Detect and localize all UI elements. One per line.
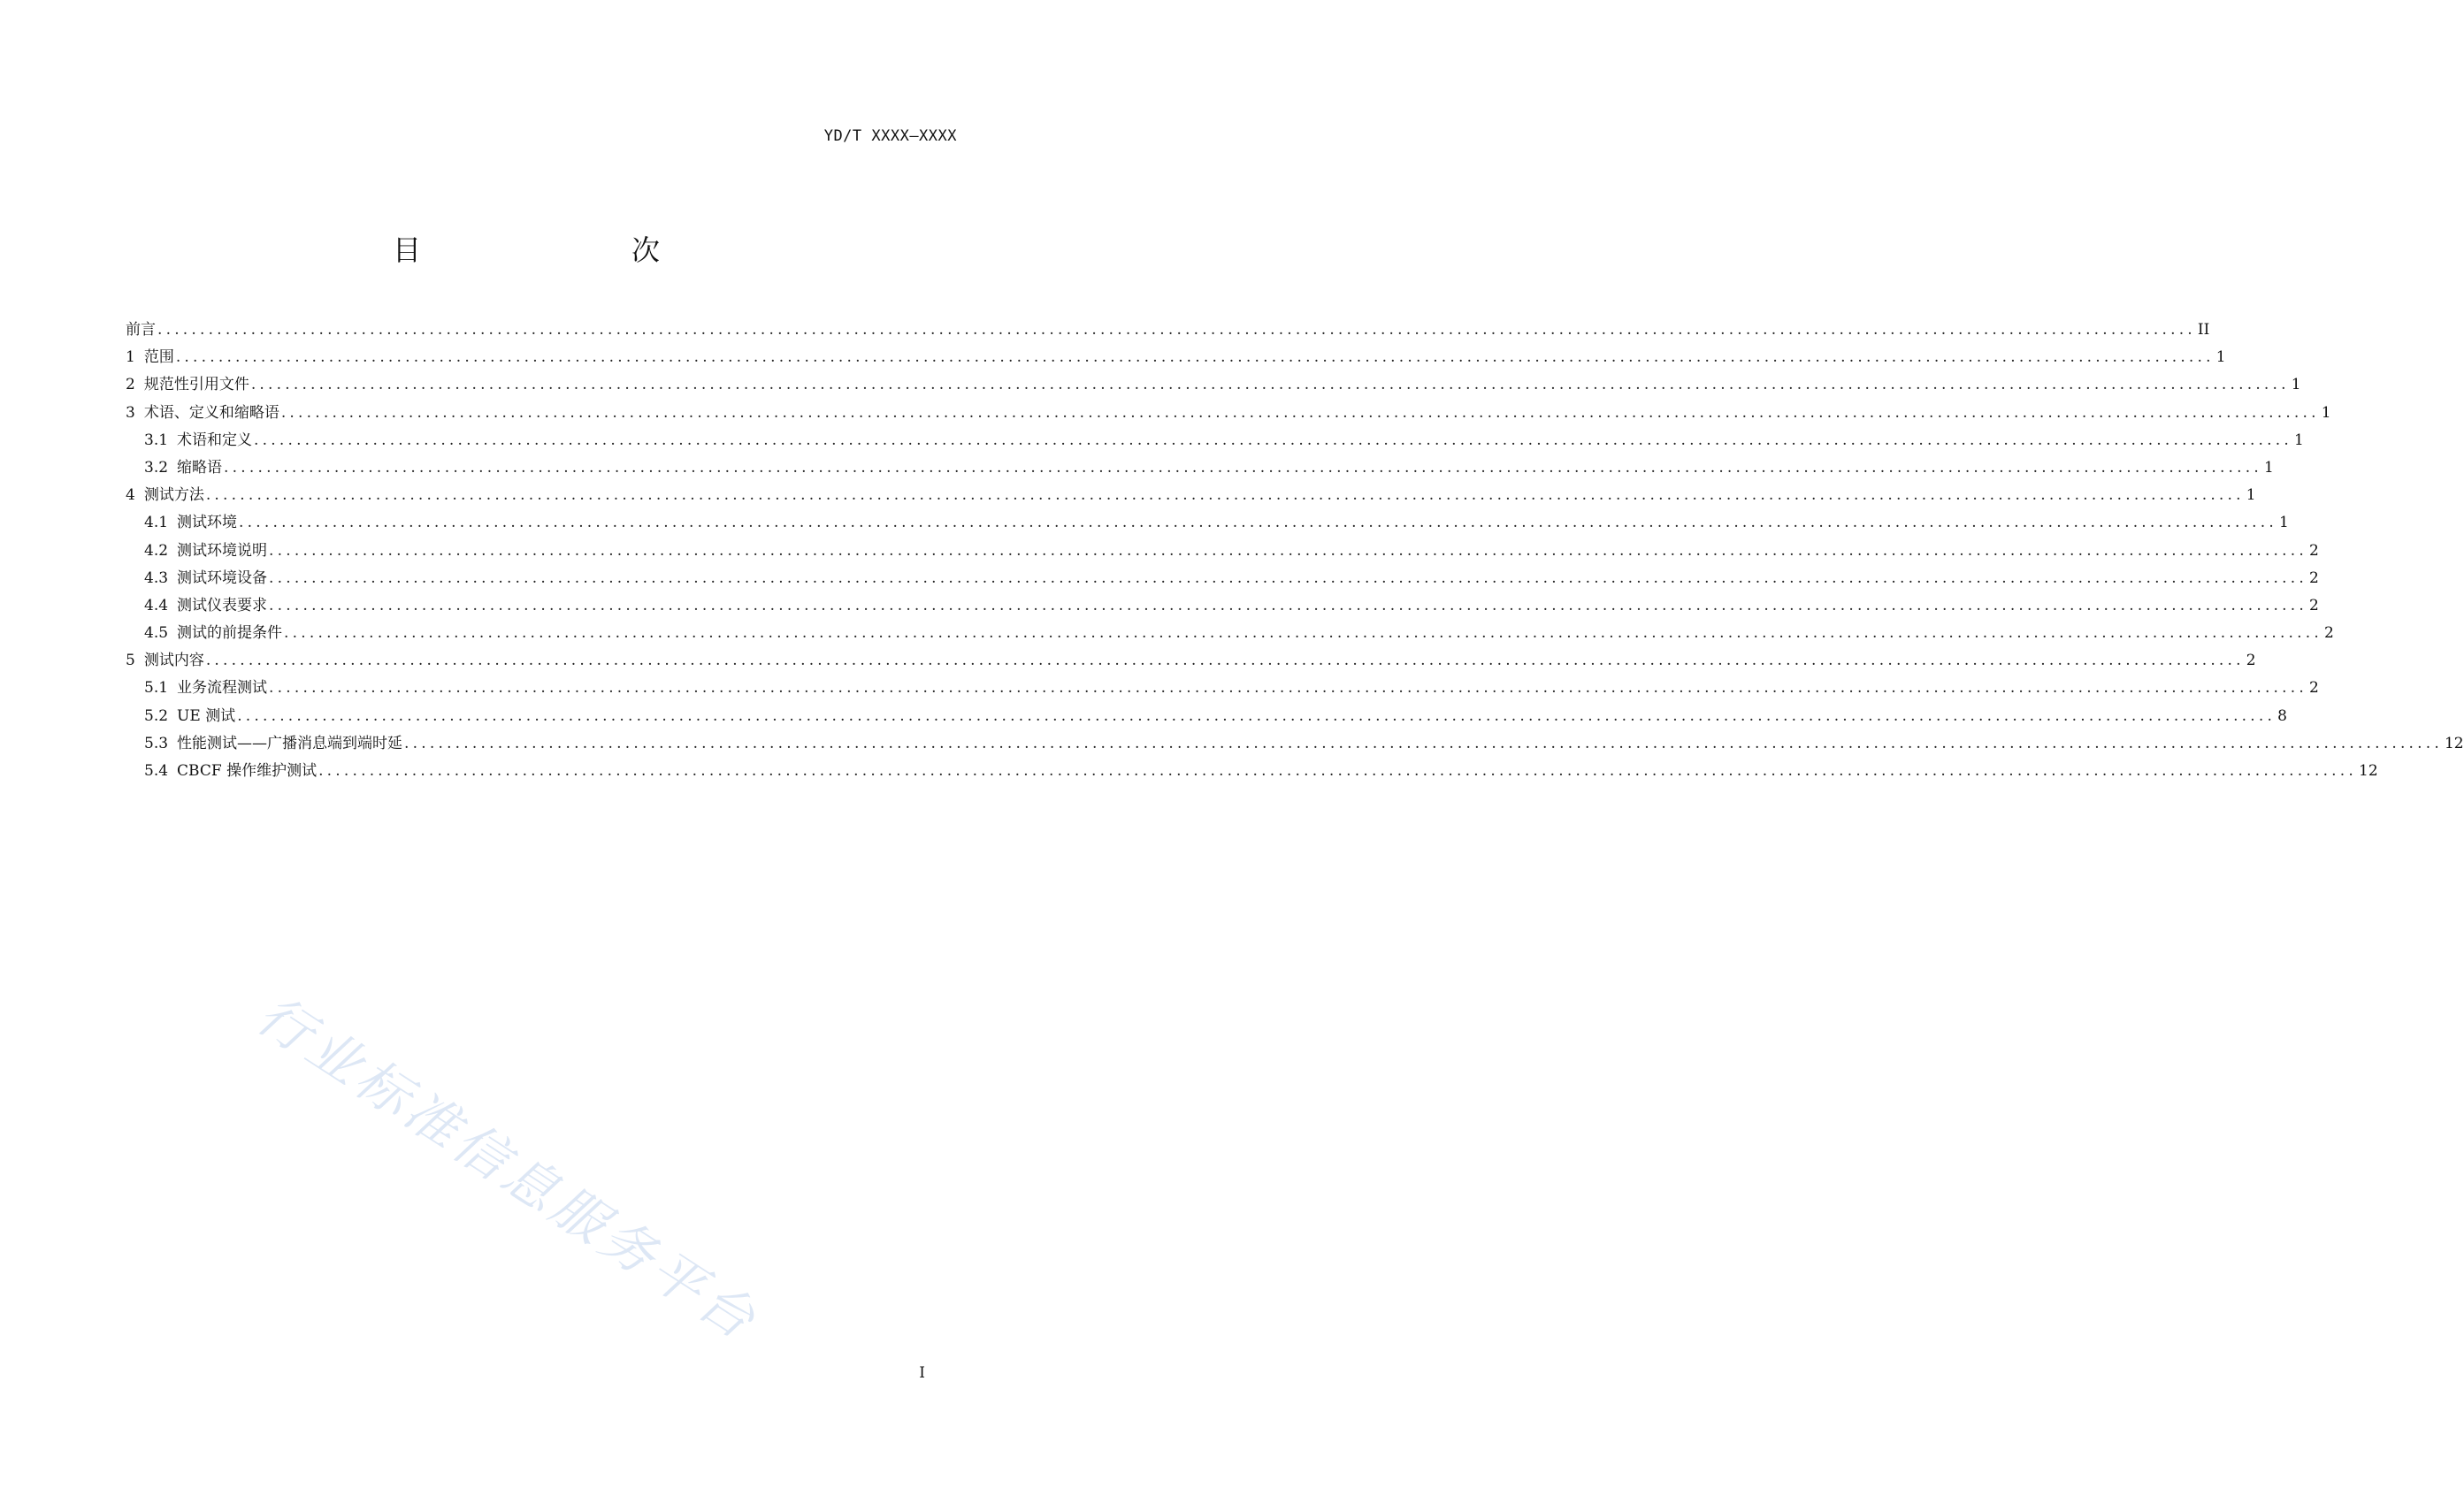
toc-entry[interactable] [126, 427, 2304, 454]
toc-entry[interactable] [126, 565, 2319, 592]
toc-entry-page: 1 [2278, 514, 2289, 532]
toc-entry-page: 12 [2359, 762, 2378, 780]
toc-entry-title: 测试环境 [177, 514, 238, 532]
toc-entry-title: 范围 [143, 348, 174, 367]
toc-entry[interactable] [126, 703, 2287, 730]
document-code: YD/T XXXX—XXXX [823, 127, 957, 145]
toc-entry-title: 性能测试——广播消息端到端时延 [177, 734, 403, 752]
toc-entry[interactable] [126, 509, 2289, 537]
toc-entry-page: 1 [2321, 403, 2331, 422]
toc-entry-number: 4.4 [144, 596, 169, 614]
toc-leader-dots: ................................................................................................................................................................................................................................................ [205, 652, 2245, 670]
toc-entry-number: 5.3 [144, 734, 169, 752]
toc-leader-dots: ................................................................................................................................................................................................................................................ [404, 734, 2443, 752]
toc-leader-dots: ................................................................................................................................................................................................................................................ [224, 458, 2262, 477]
toc-leader-dots: ................................................................................................................................................................................................................................................ [237, 706, 2277, 725]
toc-entry[interactable] [126, 675, 2319, 702]
toc-entry-number: 2 [126, 376, 135, 394]
toc-entry-page: 12 [2444, 734, 2464, 752]
toc-entry-number: 4.5 [144, 624, 169, 643]
toc-entry-title: 前言 [126, 321, 156, 339]
page-number: I [919, 1364, 925, 1382]
toc-entry-page: 1 [2246, 486, 2256, 505]
toc-entry-number: 3.1 [144, 431, 169, 449]
toc-entry-page: 1 [2215, 348, 2226, 367]
toc-leader-dots: ................................................................................................................................................................................................................................................ [284, 624, 2322, 643]
toc-entry[interactable] [126, 647, 2256, 675]
toc-entry[interactable] [126, 482, 2256, 509]
toc-leader-dots: ................................................................................................................................................................................................................................................ [205, 486, 2245, 505]
toc-entry[interactable] [126, 454, 2274, 482]
toc-leader-dots: ................................................................................................................................................................................................................................................ [250, 376, 2290, 394]
toc-leader-dots: ................................................................................................................................................................................................................................................ [157, 321, 2196, 339]
toc-entry-page: 2 [2308, 568, 2319, 587]
toc-title: 目 次 [392, 233, 711, 267]
toc-entry-page: 2 [2308, 596, 2319, 614]
toc-entry-title: CBCF 操作维护测试 [177, 762, 318, 780]
toc-entry-number: 3.2 [144, 458, 169, 477]
toc-entry-title: 规范性引用文件 [143, 376, 249, 394]
watermark: 行业标准信息服务平台 [246, 983, 769, 1354]
toc-entry[interactable] [126, 758, 2378, 785]
toc-leader-dots: ................................................................................................................................................................................................................................................ [318, 762, 2357, 780]
toc-entry[interactable] [126, 620, 2334, 647]
toc-entry[interactable] [126, 317, 2210, 344]
toc-entry-page: 2 [2323, 624, 2334, 643]
toc-entry[interactable] [126, 344, 2226, 371]
toc-entry-page: 1 [2263, 458, 2274, 477]
toc-entry[interactable] [126, 538, 2319, 565]
toc-leader-dots: ................................................................................................................................................................................................................................................ [254, 431, 2292, 449]
toc-leader-dots: ................................................................................................................................................................................................................................................ [269, 568, 2307, 587]
toc-entry-number: 3 [126, 403, 135, 422]
toc-entry-number: 5.4 [144, 762, 169, 780]
toc-entry-page: 1 [2293, 431, 2304, 449]
toc-entry-number: 1 [126, 348, 135, 367]
toc-entry-page: 2 [2308, 679, 2319, 698]
toc-entry-title: 测试的前提条件 [177, 624, 283, 643]
toc-leader-dots: ................................................................................................................................................................................................................................................ [269, 596, 2307, 614]
toc-entry-page: 1 [2291, 376, 2301, 394]
toc-entry-number: 5.2 [144, 706, 169, 725]
toc-leader-dots: ................................................................................................................................................................................................................................................ [239, 514, 2277, 532]
toc-entry-title: 术语、定义和缩略语 [143, 403, 279, 422]
toc-entry[interactable] [126, 592, 2319, 620]
toc-leader-dots: ................................................................................................................................................................................................................................................ [269, 541, 2307, 560]
toc-entry-page: 2 [2246, 652, 2256, 670]
toc-leader-dots: ................................................................................................................................................................................................................................................ [280, 403, 2320, 422]
toc-entry-title: UE 测试 [177, 706, 236, 725]
toc-leader-dots: ................................................................................................................................................................................................................................................ [269, 679, 2307, 698]
toc-entry-number: 5 [126, 652, 135, 670]
toc-entry[interactable] [126, 400, 2331, 427]
toc-entry-number: 4 [126, 486, 135, 505]
toc-entry-number: 4.3 [144, 568, 169, 587]
toc-entry[interactable] [126, 730, 2464, 758]
toc-entry-title: 业务流程测试 [177, 679, 268, 698]
toc-entry-title: 测试环境说明 [177, 541, 268, 560]
toc-entry-page: II [2197, 321, 2210, 339]
toc-entry-page: 8 [2277, 706, 2287, 725]
toc-entry-number: 5.1 [144, 679, 169, 698]
toc-entry-title: 测试环境设备 [177, 568, 268, 587]
toc-leader-dots: ................................................................................................................................................................................................................................................ [175, 348, 2215, 367]
toc-entry-page: 2 [2308, 541, 2319, 560]
toc-entry-title: 测试内容 [143, 652, 204, 670]
toc-entry-title: 术语和定义 [177, 431, 253, 449]
toc-entry-number: 4.2 [144, 541, 169, 560]
toc-entry-title: 缩略语 [177, 458, 223, 477]
toc-entry-number: 4.1 [144, 514, 169, 532]
toc-entry-title: 测试仪表要求 [177, 596, 268, 614]
toc-entry[interactable] [126, 371, 2301, 399]
toc-entry-title: 测试方法 [143, 486, 204, 505]
table-of-contents [126, 317, 2464, 785]
